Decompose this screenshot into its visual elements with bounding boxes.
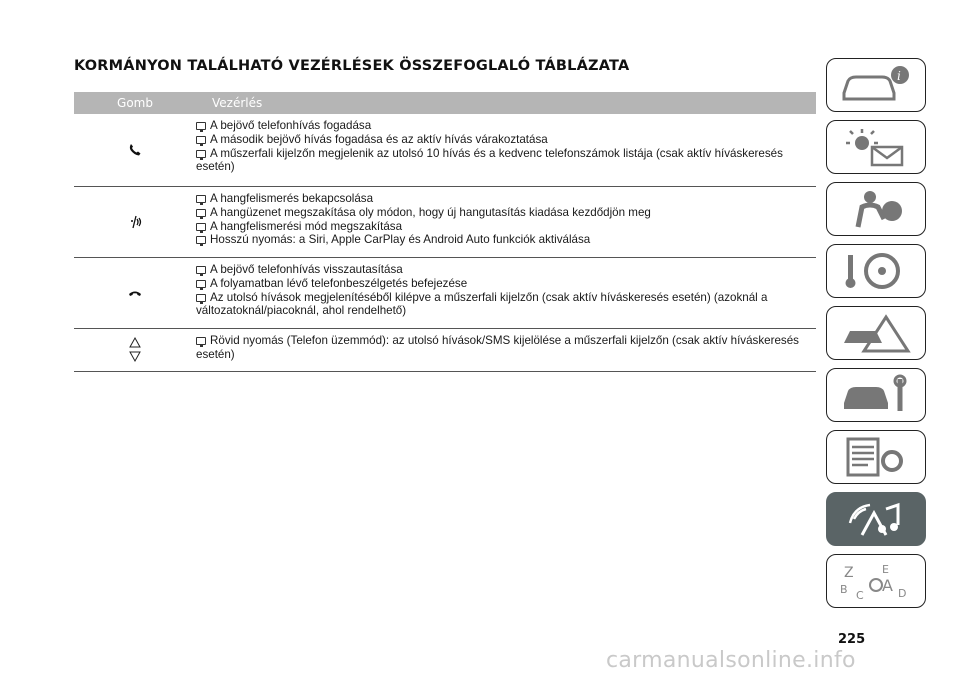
svg-text:Z: Z xyxy=(844,565,854,581)
starting-driving-icon[interactable] xyxy=(826,244,926,298)
warning-lights-icon[interactable] xyxy=(826,120,926,174)
svg-text:A: A xyxy=(882,576,893,595)
multimedia-icon[interactable] xyxy=(826,492,926,546)
row-text: A bejövő telefonhívás fogadása A második bejövő hívás fogadása és az aktív hívás várakoztatása A műszerfali kijelzőn megjelenik az utolsó 10 hívás és a kedvenc telefonszámok listája (csak aktív híváskeresés esetén) xyxy=(196,119,783,174)
svg-text:i: i xyxy=(897,69,901,83)
emergency-icon[interactable] xyxy=(826,306,926,360)
technical-data-icon[interactable] xyxy=(826,430,926,484)
bullet-icon xyxy=(196,223,206,231)
car-info-icon[interactable] xyxy=(826,58,926,112)
bullet-icon xyxy=(196,136,206,144)
row-text: A hangfelismerés bekapcsolása A hangüzenet megszakítása oly módon, hogy új hangutasítás kiadása kezdődjön meg A hangfelismerési mód megszakítása Hosszú nyomás: a Siri, Apple CarPlay és Android Auto funkciók aktiválása xyxy=(196,187,816,257)
bullet-icon xyxy=(196,236,206,244)
row-text: Rövid nyomás (Telefon üzemmód): az utolsó hívások/SMS kijelölése a műszerfali kijelzőn (csak aktív híváskeresés esetén) xyxy=(196,334,799,361)
svg-text:C: C xyxy=(856,589,864,602)
bullet-icon xyxy=(196,280,206,288)
header-control: Vezérlés xyxy=(212,96,263,110)
svg-text:D: D xyxy=(898,587,907,600)
controls-table xyxy=(74,92,816,372)
bullet-icon xyxy=(196,195,206,203)
table-row xyxy=(74,114,816,187)
row-text: A bejövő telefonhívás visszautasítása A folyamatban lévő telefonbeszélgetés befejezése Az utolsó hívások megjelenítéséből kilépve a műszerfali kijelzőn (csak aktív híváskeresés esetén) (azoknál a változatoknál/piacoknál, ahol rendelhető) xyxy=(196,263,768,318)
bullet-icon xyxy=(196,122,206,130)
svg-text:E: E xyxy=(882,563,889,576)
watermark: carmanualsonline.info xyxy=(606,648,856,673)
svg-text:B: B xyxy=(840,583,848,596)
voice-recognition-icon xyxy=(74,187,196,257)
table-row xyxy=(74,187,816,258)
maintenance-icon[interactable] xyxy=(826,368,926,422)
header-button: Gomb xyxy=(117,96,153,110)
page-number: 225 xyxy=(838,632,866,647)
index-icon[interactable] xyxy=(826,554,926,608)
up-down-arrows-icon xyxy=(74,329,196,371)
bullet-icon xyxy=(196,294,206,302)
safety-icon[interactable] xyxy=(826,182,926,236)
phone-hangup-icon xyxy=(74,258,196,328)
page-title: KORMÁNYON TALÁLHATÓ VEZÉRLÉSEK ÖSSZEFOGLALÓ TÁBLÁZATA xyxy=(74,58,630,74)
bullet-icon xyxy=(196,337,206,345)
bullet-icon xyxy=(196,150,206,158)
bullet-icon xyxy=(196,209,206,217)
bullet-icon xyxy=(196,266,206,274)
table-row xyxy=(74,258,816,329)
phone-answer-icon xyxy=(74,114,196,186)
table-row xyxy=(74,329,816,372)
chapter-sidebar xyxy=(826,58,928,616)
table-header xyxy=(74,92,816,114)
